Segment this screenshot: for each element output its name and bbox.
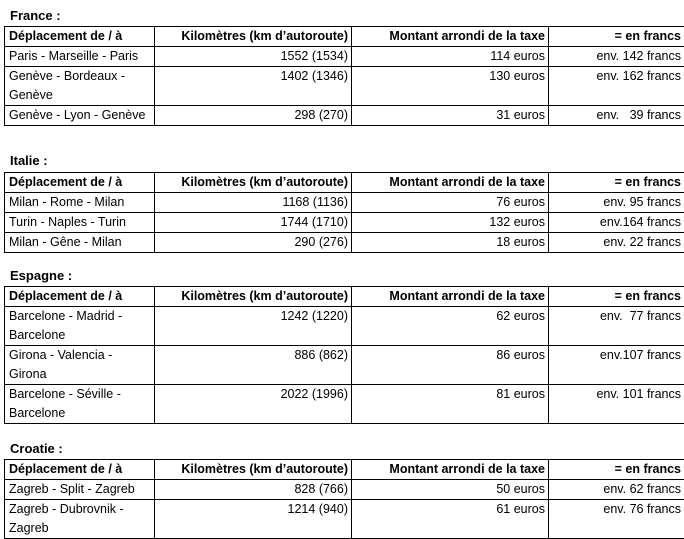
cell-tax: 86 euros xyxy=(352,346,549,385)
section-heading-espagne: Espagne : xyxy=(10,268,72,284)
cell-km: 1214 (940) xyxy=(155,500,352,539)
header-tax: Montant arrondi de la taxe xyxy=(352,460,549,480)
cell-trip: Zagreb - Dubrovnik - Zagreb xyxy=(5,500,155,539)
table-france xyxy=(4,26,684,126)
cell-tax: 114 euros xyxy=(352,47,549,67)
section-heading-croatie: Croatie : xyxy=(10,441,63,457)
cell-tax: 130 euros xyxy=(352,67,549,106)
cell-km: 886 (862) xyxy=(155,346,352,385)
cell-tax: 50 euros xyxy=(352,480,549,500)
header-trip: Déplacement de / à xyxy=(5,173,155,193)
cell-tax: 132 euros xyxy=(352,213,549,233)
table-header-row xyxy=(5,173,684,193)
cell-trip: Genève - Bordeaux - Genève xyxy=(5,67,155,106)
cell-francs: env. 39 francs xyxy=(549,106,684,126)
header-km: Kilomètres (km d’autoroute) xyxy=(155,173,352,193)
cell-francs: env. 95 francs xyxy=(549,193,684,213)
cell-francs: env.107 francs xyxy=(549,346,684,385)
table-row xyxy=(5,233,684,253)
table-header-row xyxy=(5,287,684,307)
cell-km: 1242 (1220) xyxy=(155,307,352,346)
table-croatie xyxy=(4,459,684,539)
cell-francs: env. 76 francs xyxy=(549,500,684,539)
table-row xyxy=(5,193,684,213)
table-header-row xyxy=(5,27,684,47)
cell-trip: Barcelone - Madrid - Barcelone xyxy=(5,307,155,346)
header-tax: Montant arrondi de la taxe xyxy=(352,287,549,307)
header-tax: Montant arrondi de la taxe xyxy=(352,173,549,193)
cell-trip: Turin - Naples - Turin xyxy=(5,213,155,233)
cell-trip: Milan - Gêne - Milan xyxy=(5,233,155,253)
header-km: Kilomètres (km d’autoroute) xyxy=(155,287,352,307)
table-row xyxy=(5,47,684,67)
table-row xyxy=(5,106,684,126)
cell-trip: Paris - Marseille - Paris xyxy=(5,47,155,67)
table-italie xyxy=(4,172,684,253)
header-km: Kilomètres (km d’autoroute) xyxy=(155,460,352,480)
cell-tax: 81 euros xyxy=(352,385,549,424)
table-row xyxy=(5,480,684,500)
cell-km: 290 (276) xyxy=(155,233,352,253)
cell-km: 1402 (1346) xyxy=(155,67,352,106)
cell-tax: 61 euros xyxy=(352,500,549,539)
cell-trip: Zagreb - Split - Zagreb xyxy=(5,480,155,500)
table-header-row xyxy=(5,460,684,480)
cell-km: 298 (270) xyxy=(155,106,352,126)
cell-km: 828 (766) xyxy=(155,480,352,500)
cell-tax: 76 euros xyxy=(352,193,549,213)
cell-tax: 31 euros xyxy=(352,106,549,126)
cell-tax: 62 euros xyxy=(352,307,549,346)
table-row xyxy=(5,346,684,385)
cell-francs: env. 101 francs xyxy=(549,385,684,424)
cell-francs: env. 62 francs xyxy=(549,480,684,500)
header-francs: = en francs xyxy=(549,287,684,307)
header-trip: Déplacement de / à xyxy=(5,27,155,47)
cell-francs: env. 77 francs xyxy=(549,307,684,346)
cell-km: 1552 (1534) xyxy=(155,47,352,67)
header-km: Kilomètres (km d’autoroute) xyxy=(155,27,352,47)
table-row xyxy=(5,500,684,539)
table-row xyxy=(5,213,684,233)
cell-trip: Girona - Valencia - Girona xyxy=(5,346,155,385)
table-row xyxy=(5,67,684,106)
cell-francs: env. 142 francs xyxy=(549,47,684,67)
table-row xyxy=(5,307,684,346)
header-tax: Montant arrondi de la taxe xyxy=(352,27,549,47)
section-heading-italie: Italie : xyxy=(10,153,48,169)
cell-trip: Barcelone - Séville - Barcelone xyxy=(5,385,155,424)
header-francs: = en francs xyxy=(549,27,684,47)
cell-francs: env.164 francs xyxy=(549,213,684,233)
cell-trip: Milan - Rome - Milan xyxy=(5,193,155,213)
cell-km: 2022 (1996) xyxy=(155,385,352,424)
table-espagne xyxy=(4,286,684,424)
header-trip: Déplacement de / à xyxy=(5,460,155,480)
section-heading-france: France : xyxy=(10,8,61,24)
cell-km: 1168 (1136) xyxy=(155,193,352,213)
cell-francs: env. 162 francs xyxy=(549,67,684,106)
cell-tax: 18 euros xyxy=(352,233,549,253)
header-trip: Déplacement de / à xyxy=(5,287,155,307)
table-row xyxy=(5,385,684,424)
header-francs: = en francs xyxy=(549,460,684,480)
cell-francs: env. 22 francs xyxy=(549,233,684,253)
header-francs: = en francs xyxy=(549,173,684,193)
cell-trip: Genève - Lyon - Genève xyxy=(5,106,155,126)
cell-km: 1744 (1710) xyxy=(155,213,352,233)
